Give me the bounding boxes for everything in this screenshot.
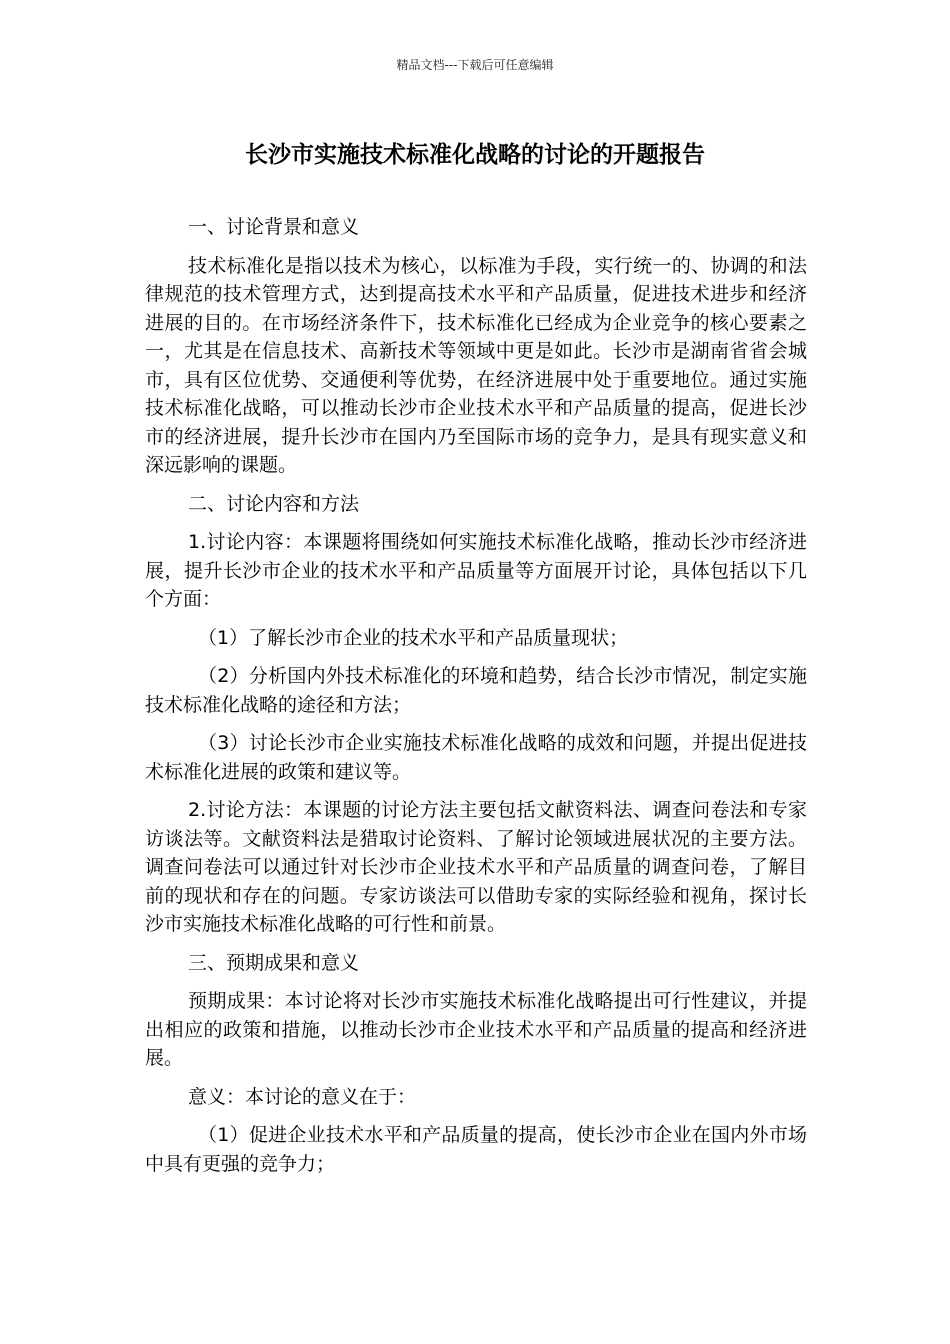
paragraph-significance-intro: 意义：本讨论的意义在于：: [188, 1085, 417, 1108]
paragraph-research-content: 1.讨论内容：本课题将围绕如何实施技术标准化战略，推动长沙市经济进展，提升长沙市企业的技术水平和产品质量等方面展开讨论，具体包括以下几个方面：: [145, 531, 807, 610]
list-item-content-1: （1）了解长沙市企业的技术水平和产品质量现状；: [198, 626, 629, 649]
section-heading-background: 一、讨论背景和意义: [188, 216, 360, 238]
document-body: [145, 213, 807, 1188]
header-note: 精品文档---下载后可任意编辑: [396, 58, 554, 72]
list-item-content-3: （3）讨论长沙市企业实施技术标准化战略的成效和问题，并提出促进技术标准化进展的政策和建议等。: [145, 732, 807, 783]
list-item-content-2: （2）分析国内外技术标准化的环境和趋势，结合长沙市情况，制定实施技术标准化战略的途径和方法；: [145, 665, 807, 716]
paragraph-research-method: 2.讨论方法：本课题的讨论方法主要包括文献资料法、调查问卷法和专家访谈法等。文献资料法是猎取讨论资料、了解讨论领域进展状况的主要方法。调查问卷法可以通过针对长沙市企业技术水平和产品质量的调查问卷，了解目前的现状和存在的问题。专家访谈法可以借助专家的实际经验和视角，探讨长沙市实施技术标准化战略的可行性和前景。: [145, 799, 807, 935]
document-title: 长沙市实施技术标准化战略的讨论的开题报告: [245, 142, 705, 168]
section-heading-content-method: 二、讨论内容和方法: [188, 492, 360, 515]
list-item-significance-1: （1）促进企业技术水平和产品质量的提高，使长沙市企业在国内外市场中具有更强的竞争力；: [145, 1124, 807, 1175]
section-heading-outcomes: 三、预期成果和意义: [188, 951, 360, 974]
paragraph-background: 技术标准化是指以技术为核心，以标准为手段，实行统一的、协调的和法律规范的技术管理方式，达到提高技术水平和产品质量，促进技术进步和经济进展的目的。在市场经济条件下，技术标准化已经成为企业竞争的核心要素之一，尤其是在信息技术、高新技术等领域中更是如此。长沙市是湖南省省会城市，具有区位优势、交通便利等优势，在经济进展中处于重要地位。通过实施技术标准化战略，可以推动长沙市企业技术水平和产品质量的提高，促进长沙市的经济进展，提升长沙市在国内乃至国际市场的竞争力，是具有现实意义和深远影响的课题。: [145, 254, 807, 476]
paragraph-expected-outcomes: 预期成果：本讨论将对长沙市实施技术标准化战略提出可行性建议，并提出相应的政策和措施，以推动长沙市企业技术水平和产品质量的提高和经济进展。: [145, 990, 807, 1069]
